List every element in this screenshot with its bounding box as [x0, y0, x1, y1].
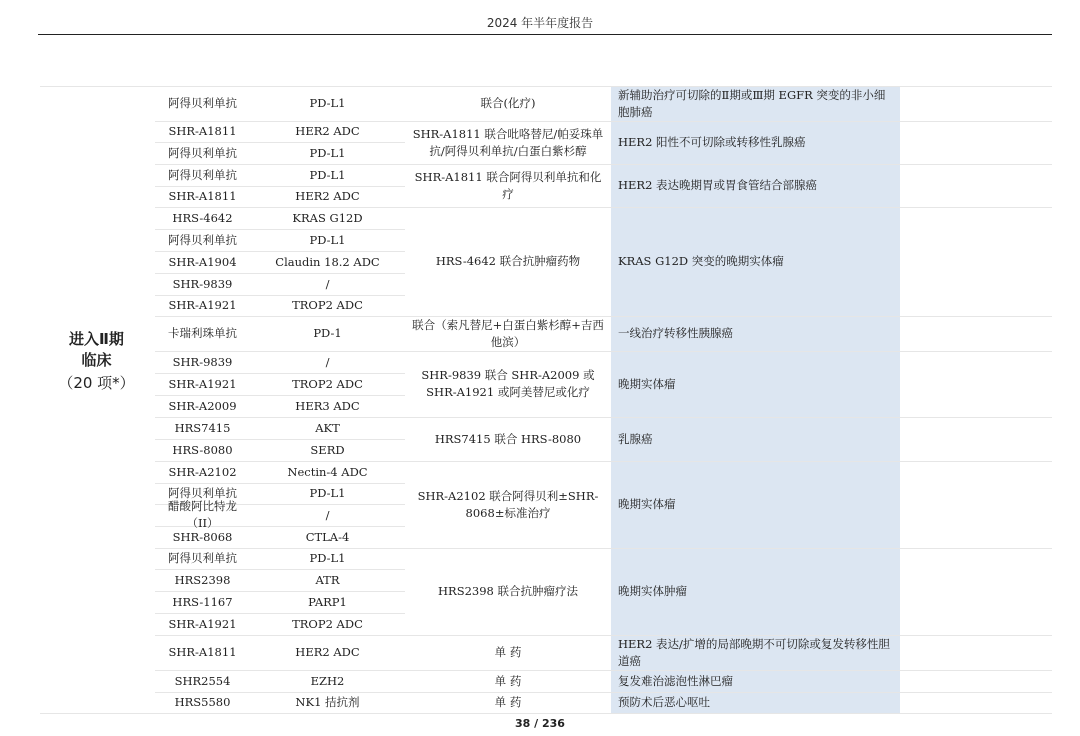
indication-cell: 乳腺癌	[618, 431, 653, 446]
target-cell: HER2 ADC	[295, 124, 360, 138]
drug-name-cell: HRS7415	[174, 420, 231, 435]
drug-name-cell: SHR-A1811	[168, 124, 237, 138]
drug-name-cell: SHR-9839	[172, 276, 233, 291]
drug-name-cell: SHR-A1921	[168, 616, 237, 631]
indication-cell: 晚期实体瘤	[618, 376, 676, 391]
target-cell: Claudin 18.2 ADC	[275, 254, 380, 269]
page-header: 2024 年半年度报告	[486, 16, 594, 30]
category-title-line2: 临床	[81, 351, 112, 369]
regimen-cell: SHR-9839 联合 SHR-A2009 或 SHR-A1921 或阿美替尼或化疗	[421, 368, 595, 399]
drug-name-cell: 阿得贝利单抗	[168, 486, 237, 500]
regimen-cell: 联合（索凡替尼+白蛋白紫杉醇+吉西他滨）	[412, 317, 604, 349]
drug-name-cell: SHR-9839	[172, 354, 233, 369]
target-cell: Nectin-4 ADC	[287, 464, 368, 479]
regimen-cell: SHR-A1811 联合吡咯替尼/帕妥珠单抗/阿得贝利单抗/白蛋白紫杉醇	[412, 126, 604, 158]
drug-name-cell: 阿得贝利单抗	[168, 167, 237, 182]
target-cell: /	[325, 354, 330, 369]
target-cell: NK1 拮抗剂	[295, 695, 360, 709]
drug-name-cell: HRS-4642	[172, 210, 233, 225]
indication-cell: 晚期实体肿瘤	[618, 584, 687, 598]
header-rule	[38, 34, 1052, 35]
regimen-cell: 单 药	[494, 695, 522, 709]
drug-name-cell: SHR-A1811	[168, 645, 237, 659]
drug-name-cell: HRS-1167	[172, 594, 233, 609]
target-cell: TROP2 ADC	[292, 376, 363, 391]
drug-name-cell: SHR-A2102	[168, 464, 237, 479]
drug-name-cell: 阿得贝利单抗	[168, 551, 237, 565]
regimen-cell: 单 药	[494, 673, 522, 688]
drug-name-cell: SHR-A1921	[168, 298, 237, 312]
target-cell: HER3 ADC	[295, 398, 360, 413]
indication-cell: HER2 阳性不可切除或转移性乳腺癌	[618, 135, 806, 149]
target-cell: PD-L1	[309, 145, 346, 160]
indication-cell: 一线治疗转移性胰腺癌	[618, 326, 733, 340]
indication-cell: 复发难治滤泡性淋巴瘤	[618, 673, 733, 688]
target-cell: SERD	[310, 442, 345, 457]
regimen-cell: SHR-A2102 联合阿得贝利±SHR-8068±标准治疗	[417, 488, 599, 520]
row-border-extension	[40, 86, 155, 87]
regimen-cell: HRS2398 联合抗肿瘤疗法	[438, 584, 578, 598]
drug-name-cell: SHR-A2009	[168, 398, 237, 413]
target-cell: PD-1	[313, 326, 342, 340]
drug-name-cell: SHR-A1811	[168, 189, 237, 203]
target-cell: PARP1	[308, 594, 347, 609]
row-border-extension	[40, 713, 155, 714]
target-cell: AKT	[315, 420, 340, 435]
target-cell: PD-L1	[309, 232, 346, 247]
indication-cell: 预防术后恶心呕吐	[618, 695, 710, 709]
drug-name-cell: 阿得贝利单抗	[168, 145, 237, 160]
drug-name-cell: 阿得贝利单抗	[168, 232, 237, 247]
drug-name-cell: SHR2554	[174, 673, 231, 688]
category-title	[40, 329, 153, 371]
regimen-cell: HRS7415 联合 HRS-8080	[434, 431, 582, 446]
drug-name-cell: 阿得贝利单抗	[168, 96, 237, 110]
drug-name-cell: SHR-A1904	[168, 254, 237, 269]
target-cell: KRAS G12D	[292, 210, 363, 225]
indication-cell: 晚期实体瘤	[618, 497, 676, 511]
drug-name-cell: SHR-8068	[172, 529, 233, 544]
regimen-cell: SHR-A1811 联合阿得贝利单抗和化疗	[414, 169, 602, 201]
drug-name-cell: HRS2398	[174, 572, 231, 587]
target-cell: TROP2 ADC	[292, 616, 363, 631]
target-cell: HER2 ADC	[295, 645, 360, 659]
regimen-cell: HRS-4642 联合抗肿瘤药物	[435, 254, 581, 268]
category-title-line1: 进入Ⅱ期	[69, 330, 124, 348]
indication-cell: HER2 表达/扩增的局部晚期不可切除或复发转移性胆道癌	[618, 636, 890, 668]
target-cell: HER2 ADC	[295, 189, 360, 203]
target-cell: PD-L1	[309, 96, 346, 110]
target-cell: PD-L1	[309, 486, 346, 500]
page-number: 38 / 236	[515, 717, 565, 730]
target-cell: CTLA-4	[305, 529, 350, 544]
drug-name-cell: HRS5580	[174, 695, 231, 709]
drug-name-cell: 醋酸阿比特龙（II）	[168, 499, 237, 530]
indication-cell: 新辅助治疗可切除的Ⅱ期或Ⅲ期 EGFR 突变的非小细胞肺癌	[618, 87, 886, 119]
target-cell: PD-L1	[309, 551, 346, 565]
regimen-cell: 单 药	[494, 645, 522, 659]
drug-name-cell: 卡瑞利珠单抗	[168, 326, 237, 340]
drug-name-cell: HRS-8080	[172, 442, 233, 457]
regimen-cell: 联合(化疗)	[480, 96, 536, 110]
target-cell: ATR	[315, 572, 340, 587]
row-border	[155, 713, 1052, 714]
target-cell: /	[325, 276, 330, 291]
drug-name-cell: SHR-A1921	[168, 376, 237, 391]
target-cell: PD-L1	[309, 167, 346, 182]
target-cell: /	[325, 507, 330, 522]
category-count: （20 项*）	[58, 374, 135, 392]
indication-cell: HER2 表达晚期胃或胃食管结合部腺癌	[618, 178, 818, 192]
target-cell: EZH2	[310, 673, 345, 688]
indication-cell: KRAS G12D 突变的晚期实体瘤	[618, 254, 784, 268]
target-cell: TROP2 ADC	[292, 298, 363, 312]
